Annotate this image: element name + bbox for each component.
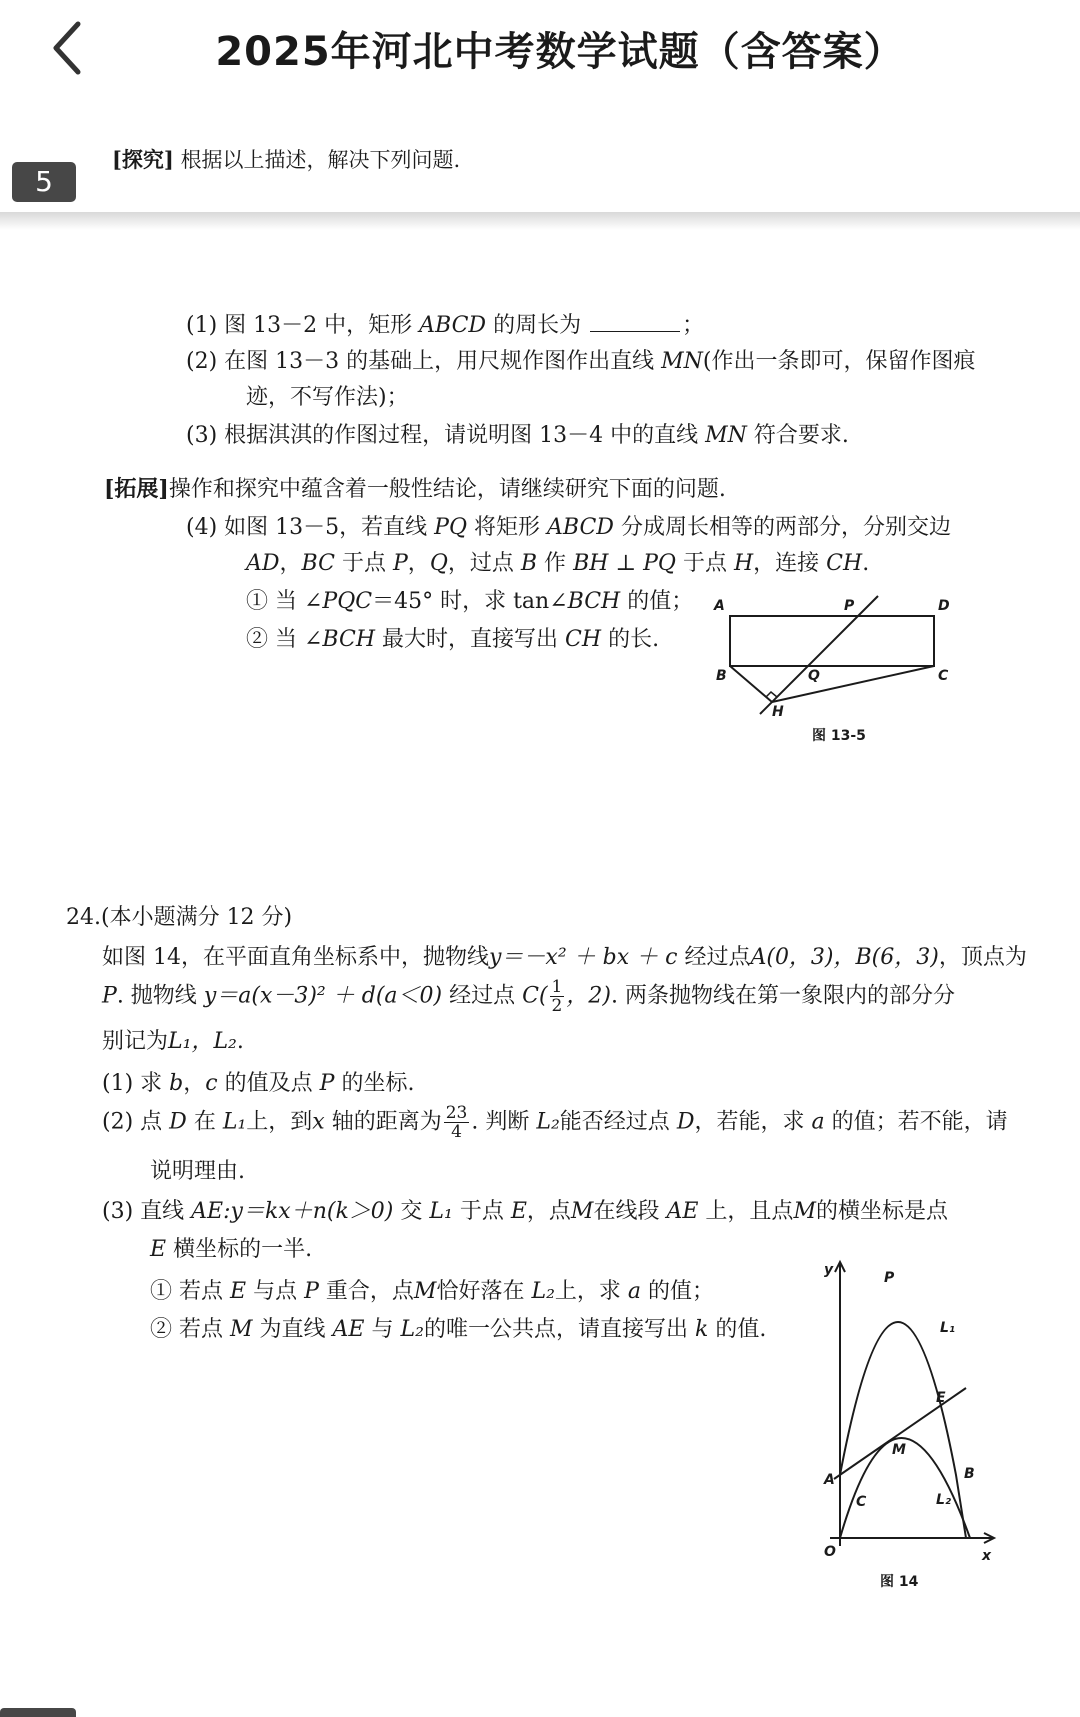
q24-sub1: ① 若点 E 与点 P 重合，点M恰好落在 L₂上，求 a 的值； [150, 1279, 715, 1304]
label-b: B [964, 1466, 975, 1482]
right-angle-mark [766, 692, 777, 697]
label-a: A [824, 1472, 835, 1488]
label-a: A [714, 598, 725, 614]
q23-extension: [拓展]操作和探究中蕴含着一般性结论，请继续研究下面的问题. [104, 476, 726, 502]
q23-part4: (4) 如图 13－5，若直线 PQ 将矩形 ABCD 分成周长相等的两部分，分别交边 [186, 515, 951, 540]
bottom-page-tab [0, 1708, 76, 1717]
page-title: 2025年河北中考数学试题（含答案） [215, 29, 905, 75]
q23-part3: (3) 根据淇淇的作图过程，请说明图 13－4 中的直线 MN 符合要求. [186, 423, 849, 448]
label-x: x [982, 1548, 992, 1564]
q23-part1: (1) 图 13－2 中，矩形 ABCD 的周长为 ； [186, 313, 705, 338]
label-c: C [938, 668, 949, 684]
figure-14 [820, 1258, 1020, 1598]
q24-stem-line3: 别记为L₁，L₂. [102, 1029, 244, 1054]
q23-part2: (2) 在图 13－3 的基础上，用尺规作图作出直线 MN(作出一条即可，保留作图痕 [186, 349, 976, 374]
q23-part4-cont: AD，BC 于点 P，Q，过点 B 作 BH ⊥ PQ 于点 H，连接 CH. [246, 551, 870, 576]
label-b: B [716, 668, 727, 684]
answer-blank [590, 331, 680, 332]
q24-part3: (3) 直线 AE:y＝kx＋n(k＞0) 交 L₁ 于点 E，点M在线段 AE 上，且点M的横坐标是点 [102, 1199, 948, 1224]
explore-tag: [探究] [112, 147, 174, 172]
page-number-badge: 5 [12, 162, 76, 202]
label-m: M [892, 1442, 906, 1458]
figure-13-5 [710, 592, 970, 752]
label-l1: L₁ [940, 1320, 956, 1336]
explore-text: 根据以上描述，解决下列问题. [180, 148, 461, 172]
q24-part2-cont: 说明理由. [150, 1159, 245, 1184]
label-p: P [884, 1270, 895, 1286]
q23-part2-cont: 迹，不写作法)； [246, 385, 409, 410]
label-l2: L₂ [936, 1492, 952, 1508]
q24-stem-line1: 如图 14，在平面直角坐标系中，抛物线y＝－x² ＋ bx ＋ c 经过点A(0，3)，B(6，3)，顶点为 [102, 945, 1027, 970]
line-ae [834, 1388, 966, 1479]
label-c: C [856, 1494, 867, 1510]
q24-part3-cont: E 横坐标的一半. [150, 1237, 313, 1262]
label-p: P [844, 598, 855, 614]
q23-sub2: ② 当 ∠BCH 最大时，直接写出 CH 的长. [246, 627, 660, 652]
fraction-one-half: $\frac{1}{2}$ [551, 977, 563, 1016]
figure-caption-13-5: 图 13-5 [812, 728, 866, 744]
fraction-23-4: $\frac{23}{4}$ [445, 1103, 468, 1142]
label-y: y [824, 1262, 834, 1278]
q24-part1: (1) 求 b，c 的值及点 P 的坐标. [102, 1071, 415, 1096]
label-q: Q [808, 668, 820, 684]
line-pq [760, 596, 878, 714]
label-o: O [824, 1544, 836, 1560]
q24-heading: 24.(本小题满分 12 分) [66, 905, 293, 930]
label-h: H [772, 704, 784, 720]
q24-part2: (2) 点 D 在 L₁上，到x 轴的距离为 $\frac{23}{4}$ . 判断 L₂能否经过点 D，若能，求 a 的值；若不能，请 [102, 1103, 1008, 1142]
figure-caption-14: 图 14 [880, 1574, 919, 1590]
q24-stem-line2: P. 抛物线 y＝a(x－3)² ＋ d(a＜0) 经过点 C( $\frac{1}{2}$ ，2). 两条抛物线在第一象限内的部分分 [102, 977, 955, 1016]
label-e: E [936, 1390, 946, 1406]
top-bar [0, 0, 1080, 100]
label-d: D [938, 598, 950, 614]
header-divider-shadow [0, 212, 1080, 230]
sticky-explore-line [112, 144, 460, 174]
q24-sub2: ② 若点 M 为直线 AE 与 L₂的唯一公共点，请直接写出 k 的值. [150, 1317, 767, 1342]
q23-sub1: ① 当 ∠PQC＝45° 时，求 tan∠BCH 的值； [246, 589, 694, 614]
segment-ch [772, 666, 934, 702]
